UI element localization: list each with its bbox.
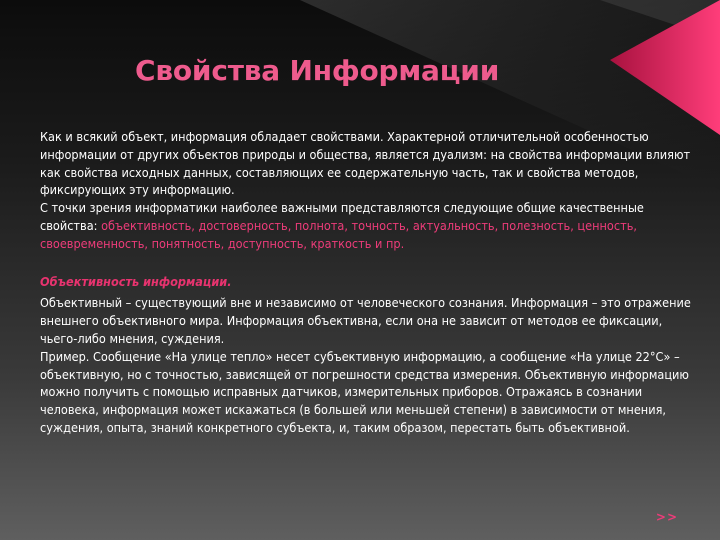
section-heading: Объективность информации. <box>40 273 232 289</box>
slide-body <box>40 128 694 437</box>
intro-paragraph: Как и всякий объект, информация обладает свойствами. Характерной отличительной особенностью информации от других объектов природы и общества, является дуализм: на свойства информации влияют как свойства исходных данных, составляющих ее содержательную часть, так и свойства методов, фиксирующих эту информацию. <box>40 129 691 198</box>
example-paragraph: Пример. Сообщение «На улице тепло» несет субъективную информацию, а сообщение «На улице 22°С» – объективную, но с точностью, зависящей от погрешности средства измерения. Объективную информацию можно получить с помощью исправных датчиков, измерительных приборов. Отражаясь в сознании человека, информация может искажаться (в большей или меньшей степени) в зависимости от мнения, суждения, опыта, знаний конкретного субъекта, и, таким образом, перестать быть объективной. <box>40 348 689 435</box>
definition-paragraph: Объективный – существующий вне и независимо от человеческого сознания. Информация – это отражение внешнего объективного мира. Информация объективна, если она не зависит от методов ее фиксации, чьего-либо мнения, суждения. <box>40 295 691 346</box>
slide-title: Свойства Информации <box>135 54 500 87</box>
properties-paragraph <box>40 199 694 252</box>
next-slide-link[interactable]: >> <box>655 510 678 524</box>
properties-lead-text: С точки зрения информатики наиболее важными представляются следующие общие качественные свойства: <box>40 200 644 233</box>
properties-list-text: объективность, достоверность, полнота, точность, актуальность, полезность, ценность, своевременность, понятность, доступность, краткость и пр. <box>40 217 637 251</box>
